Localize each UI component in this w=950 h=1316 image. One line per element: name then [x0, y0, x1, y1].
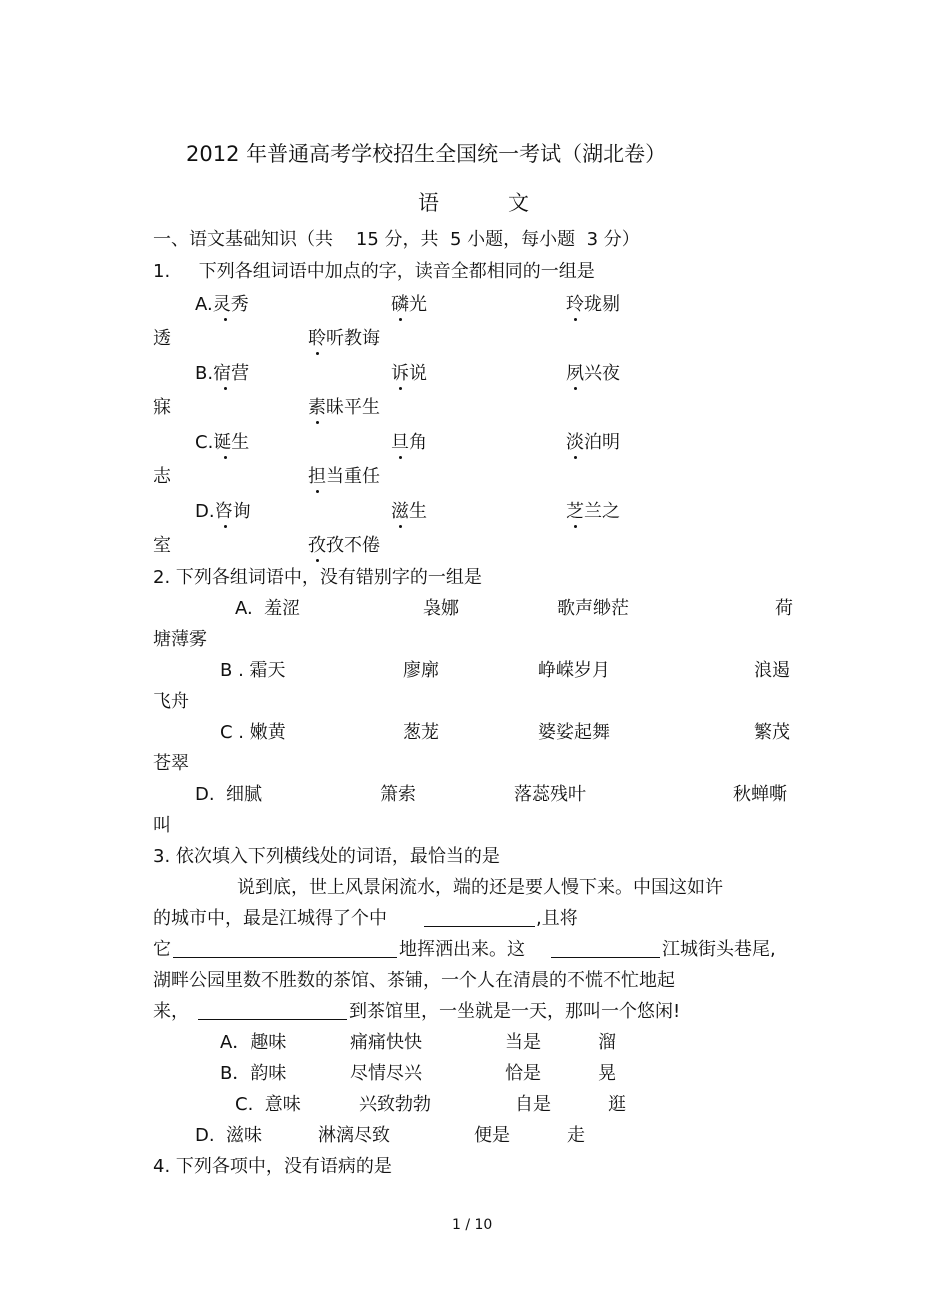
q3-c-item-2: 兴致勃勃 [359, 1094, 431, 1115]
emphasis-dot [224, 318, 227, 321]
q1-d-item-1: D.咨询 [195, 501, 251, 522]
q3-d-item-2: 淋漓尽致 [318, 1125, 390, 1146]
q1-c-item-2: 旦角 [391, 432, 427, 453]
q2-b-item-4-cont: 飞舟 [153, 691, 189, 712]
q2-d-item-2: 箫索 [380, 784, 416, 805]
emphasis-dot [224, 387, 227, 390]
q3-a-item-4: 溜 [598, 1032, 616, 1053]
q1-b-item-2: 诉说 [391, 363, 427, 384]
q1-b-item-4: 素昧平生 [308, 397, 380, 418]
q3-passage-line-5a: 来， [153, 1001, 189, 1022]
q2-c-item-2: 葱茏 [403, 722, 439, 743]
q2-b-item-4: 浪遏 [754, 660, 790, 681]
q3-passage-line-3b: 地挥洒出来。这 [399, 939, 525, 960]
q1-c-item-4: 担当重任 [308, 466, 380, 487]
q1-a-item-1: A.灵秀 [195, 294, 249, 315]
emphasis-dot [224, 456, 227, 459]
q3-passage-line-2b: ,且将 [536, 908, 578, 929]
q3-a-item-2: 痛痛快快 [350, 1032, 422, 1053]
q1-d-item-4: 孜孜不倦 [308, 535, 380, 556]
q3-d-item-4: 走 [567, 1125, 585, 1146]
emphasis-dot [574, 525, 577, 528]
q2-c-item-1: C . 嫩黄 [220, 722, 286, 743]
fill-blank-3 [551, 957, 660, 958]
q3-b-item-3: 恰是 [505, 1063, 541, 1084]
q3-c-item-4: 逛 [608, 1094, 626, 1115]
q3-passage-line-3c: 江城街头巷尾, [662, 939, 776, 960]
q1-stem: 1. 下列各组词语中加点的字，读音全都相同的一组是 [153, 261, 595, 282]
emphasis-dot [316, 352, 319, 355]
q3-a-item-1: A．趣味 [220, 1032, 287, 1053]
emphasis-dot [574, 318, 577, 321]
emphasis-dot [399, 456, 402, 459]
q2-c-item-4: 繁茂 [754, 722, 790, 743]
emphasis-dot [316, 421, 319, 424]
fill-blank-4 [198, 1019, 347, 1020]
subject-char-2: 文 [508, 191, 529, 215]
q3-a-item-3: 当是 [505, 1032, 541, 1053]
q2-c-item-4-cont: 苍翠 [153, 753, 189, 774]
emphasis-dot [399, 387, 402, 390]
q1-a-item-4: 聆听教诲 [308, 328, 380, 349]
q3-b-item-4: 晃 [598, 1063, 616, 1084]
q1-b-item-3: 夙兴夜 [566, 363, 620, 384]
fill-blank-1 [424, 926, 535, 927]
q1-a-item-3-cont: 透 [153, 328, 171, 349]
emphasis-dot [399, 525, 402, 528]
section-heading: 一、语文基础知识（共 15 分，共 5 小题，每小题 3 分） [153, 229, 640, 250]
emphasis-dot [224, 525, 227, 528]
subject-char-1: 语 [418, 191, 439, 215]
q1-d-item-3-cont: 室 [153, 535, 171, 556]
q4-stem: 4. 下列各项中，没有语病的是 [153, 1156, 392, 1177]
q3-passage-line-2: 的城市中，最是江城得了个中 [153, 908, 387, 929]
fill-blank-2 [173, 957, 397, 958]
q3-passage-line-4: 湖畔公园里数不胜数的茶馆、茶铺，一个人在清晨的不慌不忙地起 [153, 970, 675, 991]
q2-a-item-4: 荷 [775, 598, 793, 619]
q3-c-item-3: 自是 [515, 1094, 551, 1115]
q3-d-item-1: D. 滋味 [195, 1125, 263, 1146]
emphasis-dot [574, 456, 577, 459]
q2-b-item-1: B . 霜天 [220, 660, 286, 681]
q1-c-item-3-cont: 志 [153, 466, 171, 487]
q2-a-item-1: A. 羞涩 [235, 598, 301, 619]
q1-c-item-1: C.诞生 [195, 432, 250, 453]
q1-a-item-3: 玲珑剔 [566, 294, 620, 315]
q1-d-item-2: 滋生 [391, 501, 427, 522]
q2-a-item-4-cont: 塘薄雾 [153, 629, 207, 650]
q2-c-item-3: 婆娑起舞 [538, 722, 610, 743]
emphasis-dot [574, 387, 577, 390]
page-number: 1 / 10 [452, 1217, 493, 1233]
q1-a-item-2: 磷光 [391, 294, 427, 315]
q3-d-item-3: 便是 [474, 1125, 510, 1146]
q1-b-item-1: B.宿营 [195, 363, 250, 384]
q3-passage-line-3a: 它 [153, 939, 171, 960]
q2-d-item-4-cont: 叫 [153, 815, 171, 836]
q2-stem: 2. 下列各组词语中，没有错别字的一组是 [153, 567, 482, 588]
q1-c-item-3: 淡泊明 [566, 432, 620, 453]
q2-a-item-3: 歌声缈茫 [557, 598, 629, 619]
q1-b-item-3-cont: 寐 [153, 397, 171, 418]
emphasis-dot [316, 490, 319, 493]
q3-c-item-1: C. 意味 [235, 1094, 301, 1115]
q3-stem: 3. 依次填入下列横线处的词语，最恰当的是 [153, 846, 500, 867]
q3-passage-line-5b: 到茶馆里，一坐就是一天，那叫一个悠闲! [349, 1001, 681, 1022]
q1-d-item-3: 芝兰之 [566, 501, 620, 522]
q2-d-item-4: 秋蝉嘶 [733, 784, 787, 805]
q2-d-item-1: D. 细腻 [195, 784, 263, 805]
q2-d-item-3: 落蕊残叶 [514, 784, 586, 805]
emphasis-dot [316, 559, 319, 562]
page-title: 2012 年普通高考学校招生全国统一考试（湖北卷） [186, 142, 667, 166]
q3-passage-line-1: 说到底，世上风景闲流水，端的还是要人慢下来。中国这如许 [237, 877, 723, 898]
q2-b-item-3: 峥嵘岁月 [538, 660, 610, 681]
q2-a-item-2: 袅娜 [423, 598, 459, 619]
q3-b-item-2: 尽情尽兴 [350, 1063, 422, 1084]
emphasis-dot [399, 318, 402, 321]
q3-b-item-1: B．韵味 [220, 1063, 287, 1084]
q2-b-item-2: 廖廓 [403, 660, 439, 681]
